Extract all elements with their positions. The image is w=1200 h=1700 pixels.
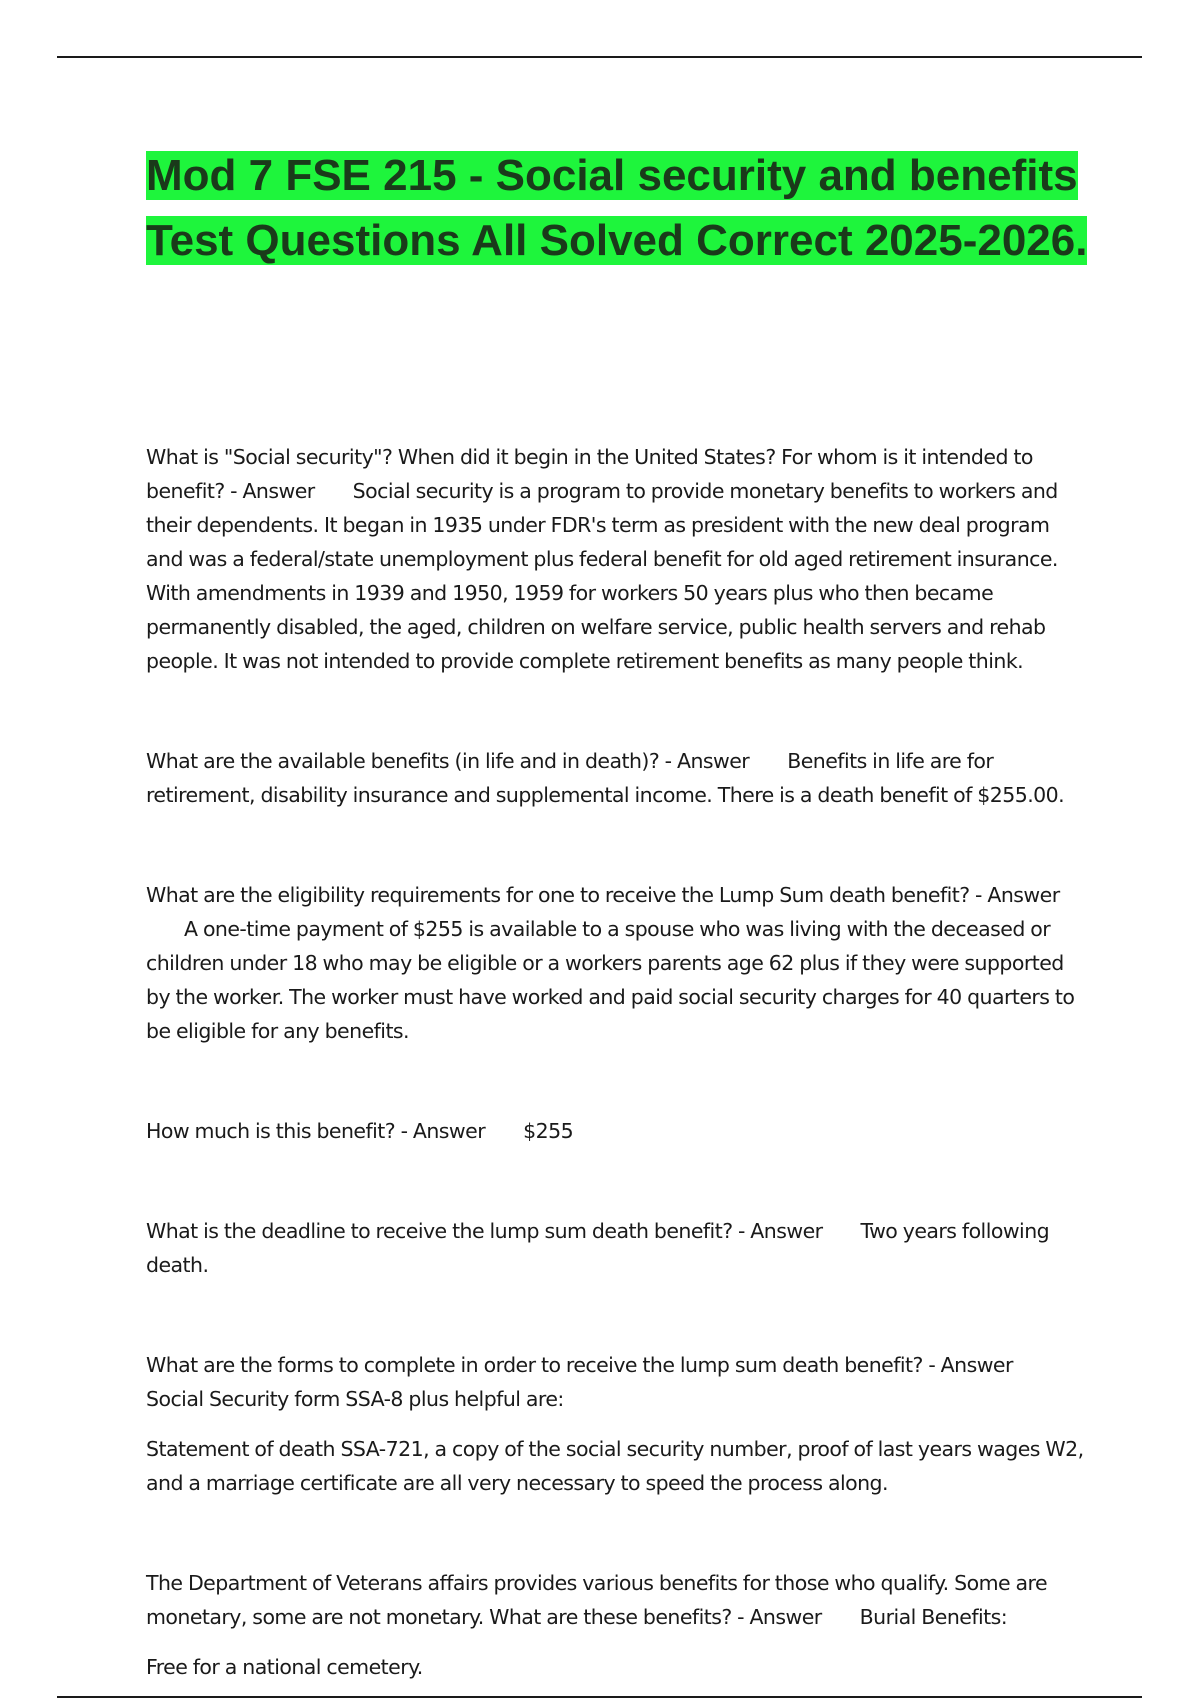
question-text: How much is this benefit? - Answer (146, 1119, 486, 1143)
answer-text: $255 (523, 1119, 574, 1143)
answer-continuation: Statement of death SSA-721, a copy of the social security number, proof of last years wages W2, and a marriage certificate are all very necessary to speed the process along. (146, 1437, 1084, 1495)
question-text: What are the available benefits (in life and in death)? - Answer (146, 749, 750, 773)
qa-item (146, 1566, 1091, 1634)
qa-item (146, 744, 1091, 812)
qa-item (146, 1348, 1091, 1416)
answer-text: Social Security form SSA-8 plus helpful are: (146, 1387, 564, 1411)
question-text: What is the deadline to receive the lump sum death benefit? - Answer (146, 1219, 823, 1243)
document-body (146, 440, 1091, 1684)
qa-item (146, 878, 1091, 1048)
answer-text: Two years following death. (146, 1219, 1050, 1277)
answer-text: A one-time payment of $255 is available to a spouse who was living with the deceased or children under 18 who may be eligible or a workers parents age 62 plus if they were supported by the worker. The worker must have worked and paid social security charges for 40 quarters to be eligible for any benefits. (146, 917, 1075, 1043)
header-rule (57, 56, 1142, 58)
qa-item (146, 1114, 1091, 1148)
footer-rule (57, 1696, 1142, 1698)
question-text: What are the forms to complete in order to receive the lump sum death benefit? - Answer (146, 1353, 1013, 1377)
answer-text: Benefits in life are for retirement, disability insurance and supplemental income. There is a death benefit of $255.00. (146, 749, 1065, 807)
answer-continuation: Free for a national cemetery. (146, 1655, 423, 1679)
question-text: What are the eligibility requirements for one to receive the Lump Sum death benefit? - Answer (146, 883, 1060, 907)
document-title: Mod 7 FSE 215 - Social security and benefits Test Questions All Solved Correct 2025-2026. (146, 151, 1088, 265)
qa-item (146, 440, 1091, 678)
answer-text: Burial Benefits: (859, 1605, 1008, 1629)
question-text: The Department of Veterans affairs provides various benefits for those who qualify. Some are monetary, some are not monetary. What are these benefits? - Answer (146, 1571, 1048, 1629)
answer-text: Social security is a program to provide monetary benefits to workers and their dependents. It began in 1935 under FDR's term as president with the new deal program and was a federal/state unemployment plus federal benefit for old aged retirement insurance. With amendments in 1939 and 1950, 1959 for workers 50 years plus who then became permanently disabled, the aged, children on welfare service, public health servers and rehab people. It was not intended to provide complete retirement benefits as many people think. (146, 479, 1058, 673)
qa-item (146, 1214, 1091, 1282)
question-text: What is "Social security"? When did it begin in the United States? For whom is it intended to benefit? - Answer (146, 445, 1033, 503)
